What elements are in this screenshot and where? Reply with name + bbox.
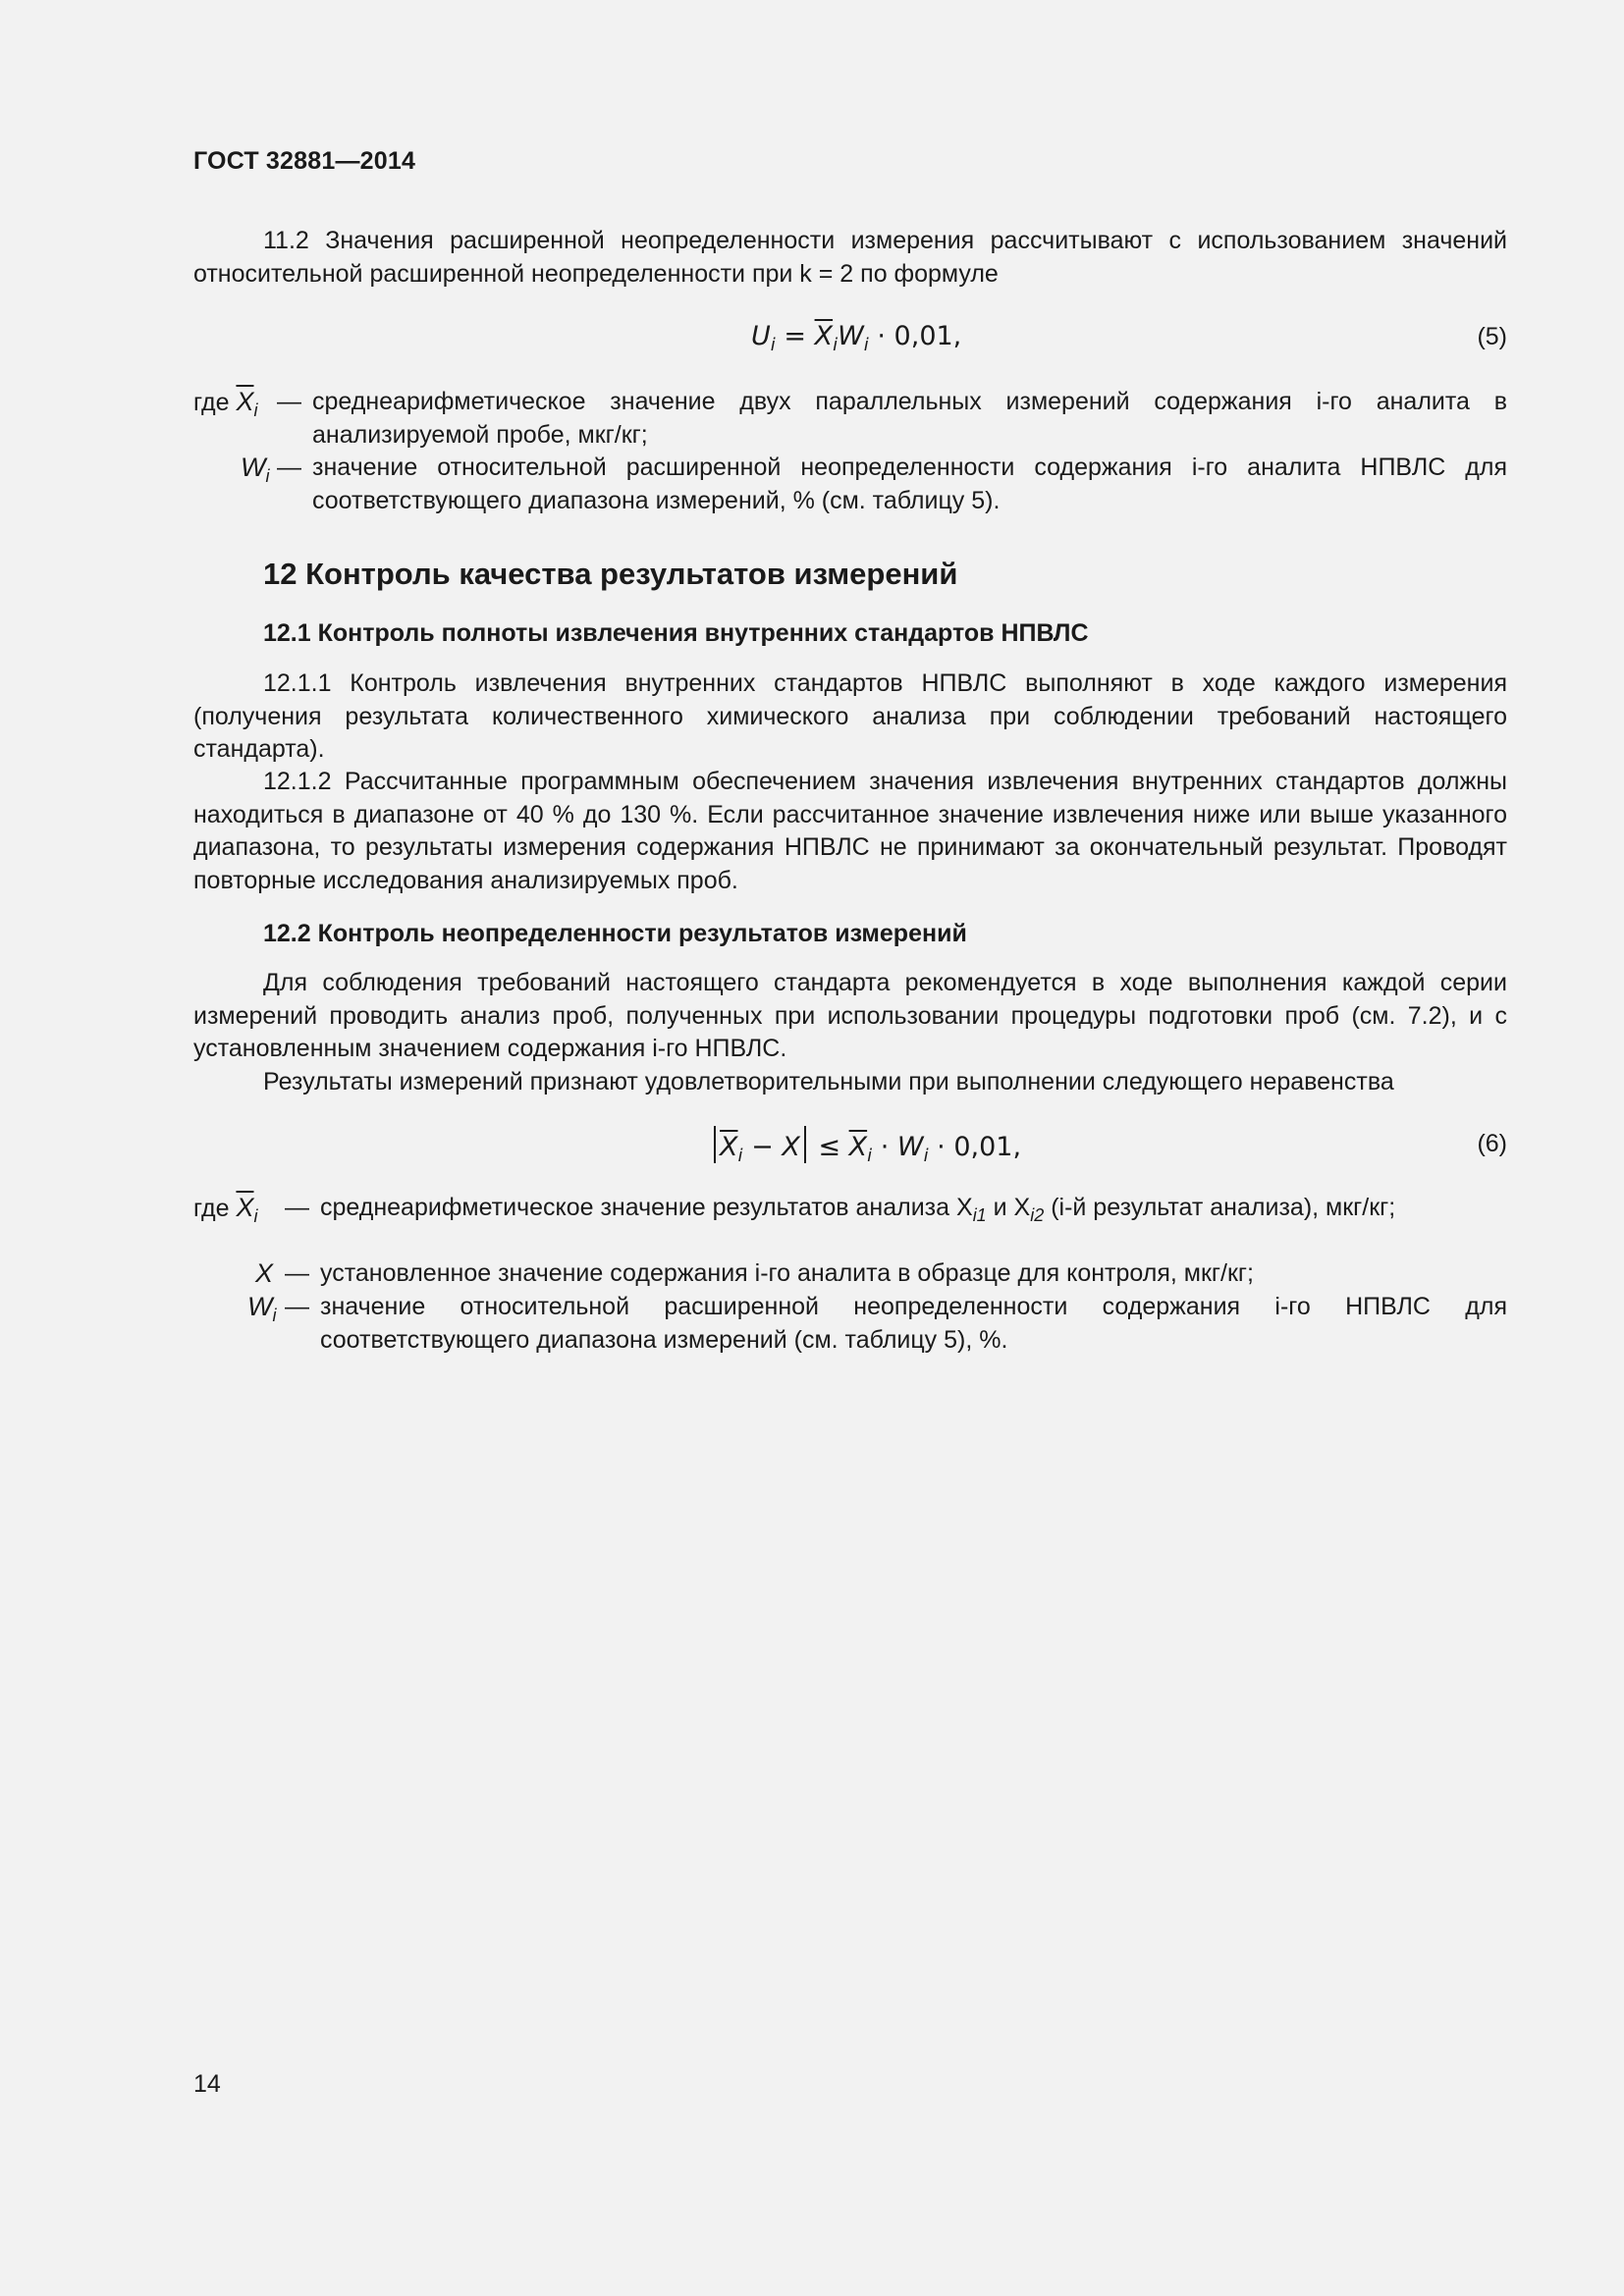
formula-6-sub-2: i bbox=[867, 1146, 873, 1166]
definition-wi bbox=[193, 452, 1507, 517]
formula-5-eq: = bbox=[775, 321, 815, 351]
formula-6-xbar-2: $\overline{X}$ bbox=[848, 1132, 868, 1162]
page-number: 14 bbox=[193, 2070, 221, 2098]
formula-6-xbar: $\overline{X}$ bbox=[720, 1132, 738, 1162]
document-header: ГОСТ 32881—2014 bbox=[193, 147, 416, 175]
formula-5-u-sub: i bbox=[770, 335, 776, 355]
formula-5-u: U bbox=[751, 321, 771, 351]
formula-6-le: ≤ bbox=[809, 1132, 849, 1162]
definition-xi bbox=[193, 386, 1507, 452]
formula-5-w-sub: i bbox=[863, 335, 869, 355]
definition-prefix: где $\overline{X}_i$ bbox=[193, 1193, 258, 1226]
definitions-6 bbox=[193, 1192, 1507, 1368]
formula-6-sub-3: i bbox=[923, 1146, 929, 1166]
definition-dash: — bbox=[285, 1194, 309, 1221]
formula-6-sub: i bbox=[737, 1146, 743, 1166]
abs-bar-left bbox=[714, 1126, 716, 1163]
definition-text: значение относительной расширенной неопределенности содержания i-го аналита НПВЛС для соответствующего диапазона измерений, % (см. таблицу 5). bbox=[312, 454, 1507, 514]
paragraph-12-1-2: 12.1.2 Рассчитанные программным обеспечением значения извлечения внутренних стандартов должны находиться в диапазоне от 40 % до 130 %. Если рассчитанное значение извлечения ниже или выше указанного диапазона, то результаты измерения содержания НПВЛС не принимают за окончательный результат. Проводят повторные исследования анализируемых проб. bbox=[193, 768, 1507, 894]
formula-6-X: X bbox=[782, 1132, 800, 1162]
formula-6-row bbox=[193, 1126, 1507, 1165]
definition-text: среднеарифметическое значение двух параллельных измерений содержания i-го аналита в анализируемой пробе, мкг/кг; bbox=[312, 388, 1507, 449]
paragraph-12-2-b: Результаты измерений признают удовлетворительными при выполнении следующего неравенства bbox=[263, 1068, 1394, 1095]
definition-term: $W_i$ bbox=[241, 453, 270, 486]
definition-dash: — bbox=[285, 1293, 309, 1320]
paragraph-12-2-a: Для соблюдения требований настоящего стандарта рекомендуется в ходе выполнения каждой серии измерений проводить анализ проб, полученных при использовании процедуры подготовки проб (см. 7.2), и с установленным значением содержания i-го НПВЛС. bbox=[193, 969, 1507, 1062]
formula-5-rest: · 0,01, bbox=[868, 321, 962, 351]
subsection-heading-12-1: 12.1 Контроль полноты извлечения внутренних стандартов НПВЛС bbox=[263, 619, 1089, 647]
formula-5-row bbox=[193, 321, 1507, 360]
definition-text: среднеарифметическое значение результатов анализа $X_{i1}$ и $X_{i2}$ (i-й результат анализа), мкг/кг; bbox=[320, 1194, 1396, 1225]
formula-5-number: (5) bbox=[1477, 323, 1507, 350]
definition-wi-6 bbox=[193, 1291, 1507, 1357]
formula-6-number: (6) bbox=[1477, 1130, 1507, 1157]
definition-term: $W_i$ bbox=[247, 1292, 277, 1325]
definition-xi-6 bbox=[193, 1192, 1507, 1257]
paragraph-12-1-1: 12.1.1 Контроль извлечения внутренних стандартов НПВЛС выполняют в ходе каждого измерения (получения результата количественного химического анализа при соблюдении требований настоящего стандарта). bbox=[193, 669, 1507, 763]
definition-x-6 bbox=[193, 1257, 1507, 1291]
subsection-heading-12-2: 12.2 Контроль неопределенности результатов измерений bbox=[263, 920, 967, 947]
definition-text: значение относительной расширенной неопределенности содержания i-го НПВЛС для соответствующего диапазона измерений (см. таблицу 5), %. bbox=[320, 1293, 1507, 1354]
formula-6 bbox=[710, 1126, 1021, 1166]
paragraph-11-2: 11.2 Значения расширенной неопределенности измерения рассчитывают с использованием значений относительной расширенной неопределенности при k = 2 по формуле bbox=[193, 227, 1507, 288]
formula-6-dot: · bbox=[872, 1132, 897, 1162]
formula-5-w: W bbox=[838, 321, 864, 351]
definition-dash: — bbox=[277, 388, 301, 415]
formula-6-minus: − bbox=[742, 1132, 783, 1162]
definition-prefix: где $\overline{X}_i$ bbox=[193, 387, 258, 420]
abs-bar-right bbox=[804, 1126, 806, 1163]
definition-dash: — bbox=[277, 454, 301, 481]
definition-text: установленное значение содержания i-го аналита в образце для контроля, мкг/кг; bbox=[320, 1259, 1254, 1287]
formula-6-rest: · 0,01, bbox=[928, 1132, 1022, 1162]
definitions-5 bbox=[193, 386, 1507, 523]
formula-5 bbox=[751, 321, 961, 355]
definition-dash: — bbox=[285, 1259, 309, 1287]
section-heading-12: 12 Контроль качества результатов измерений bbox=[263, 557, 958, 591]
formula-5-x-sub: i bbox=[833, 335, 839, 355]
formula-6-w: W bbox=[896, 1132, 924, 1162]
formula-5-x: $\overline{X}$ bbox=[814, 321, 834, 351]
definition-term: X bbox=[255, 1258, 274, 1288]
